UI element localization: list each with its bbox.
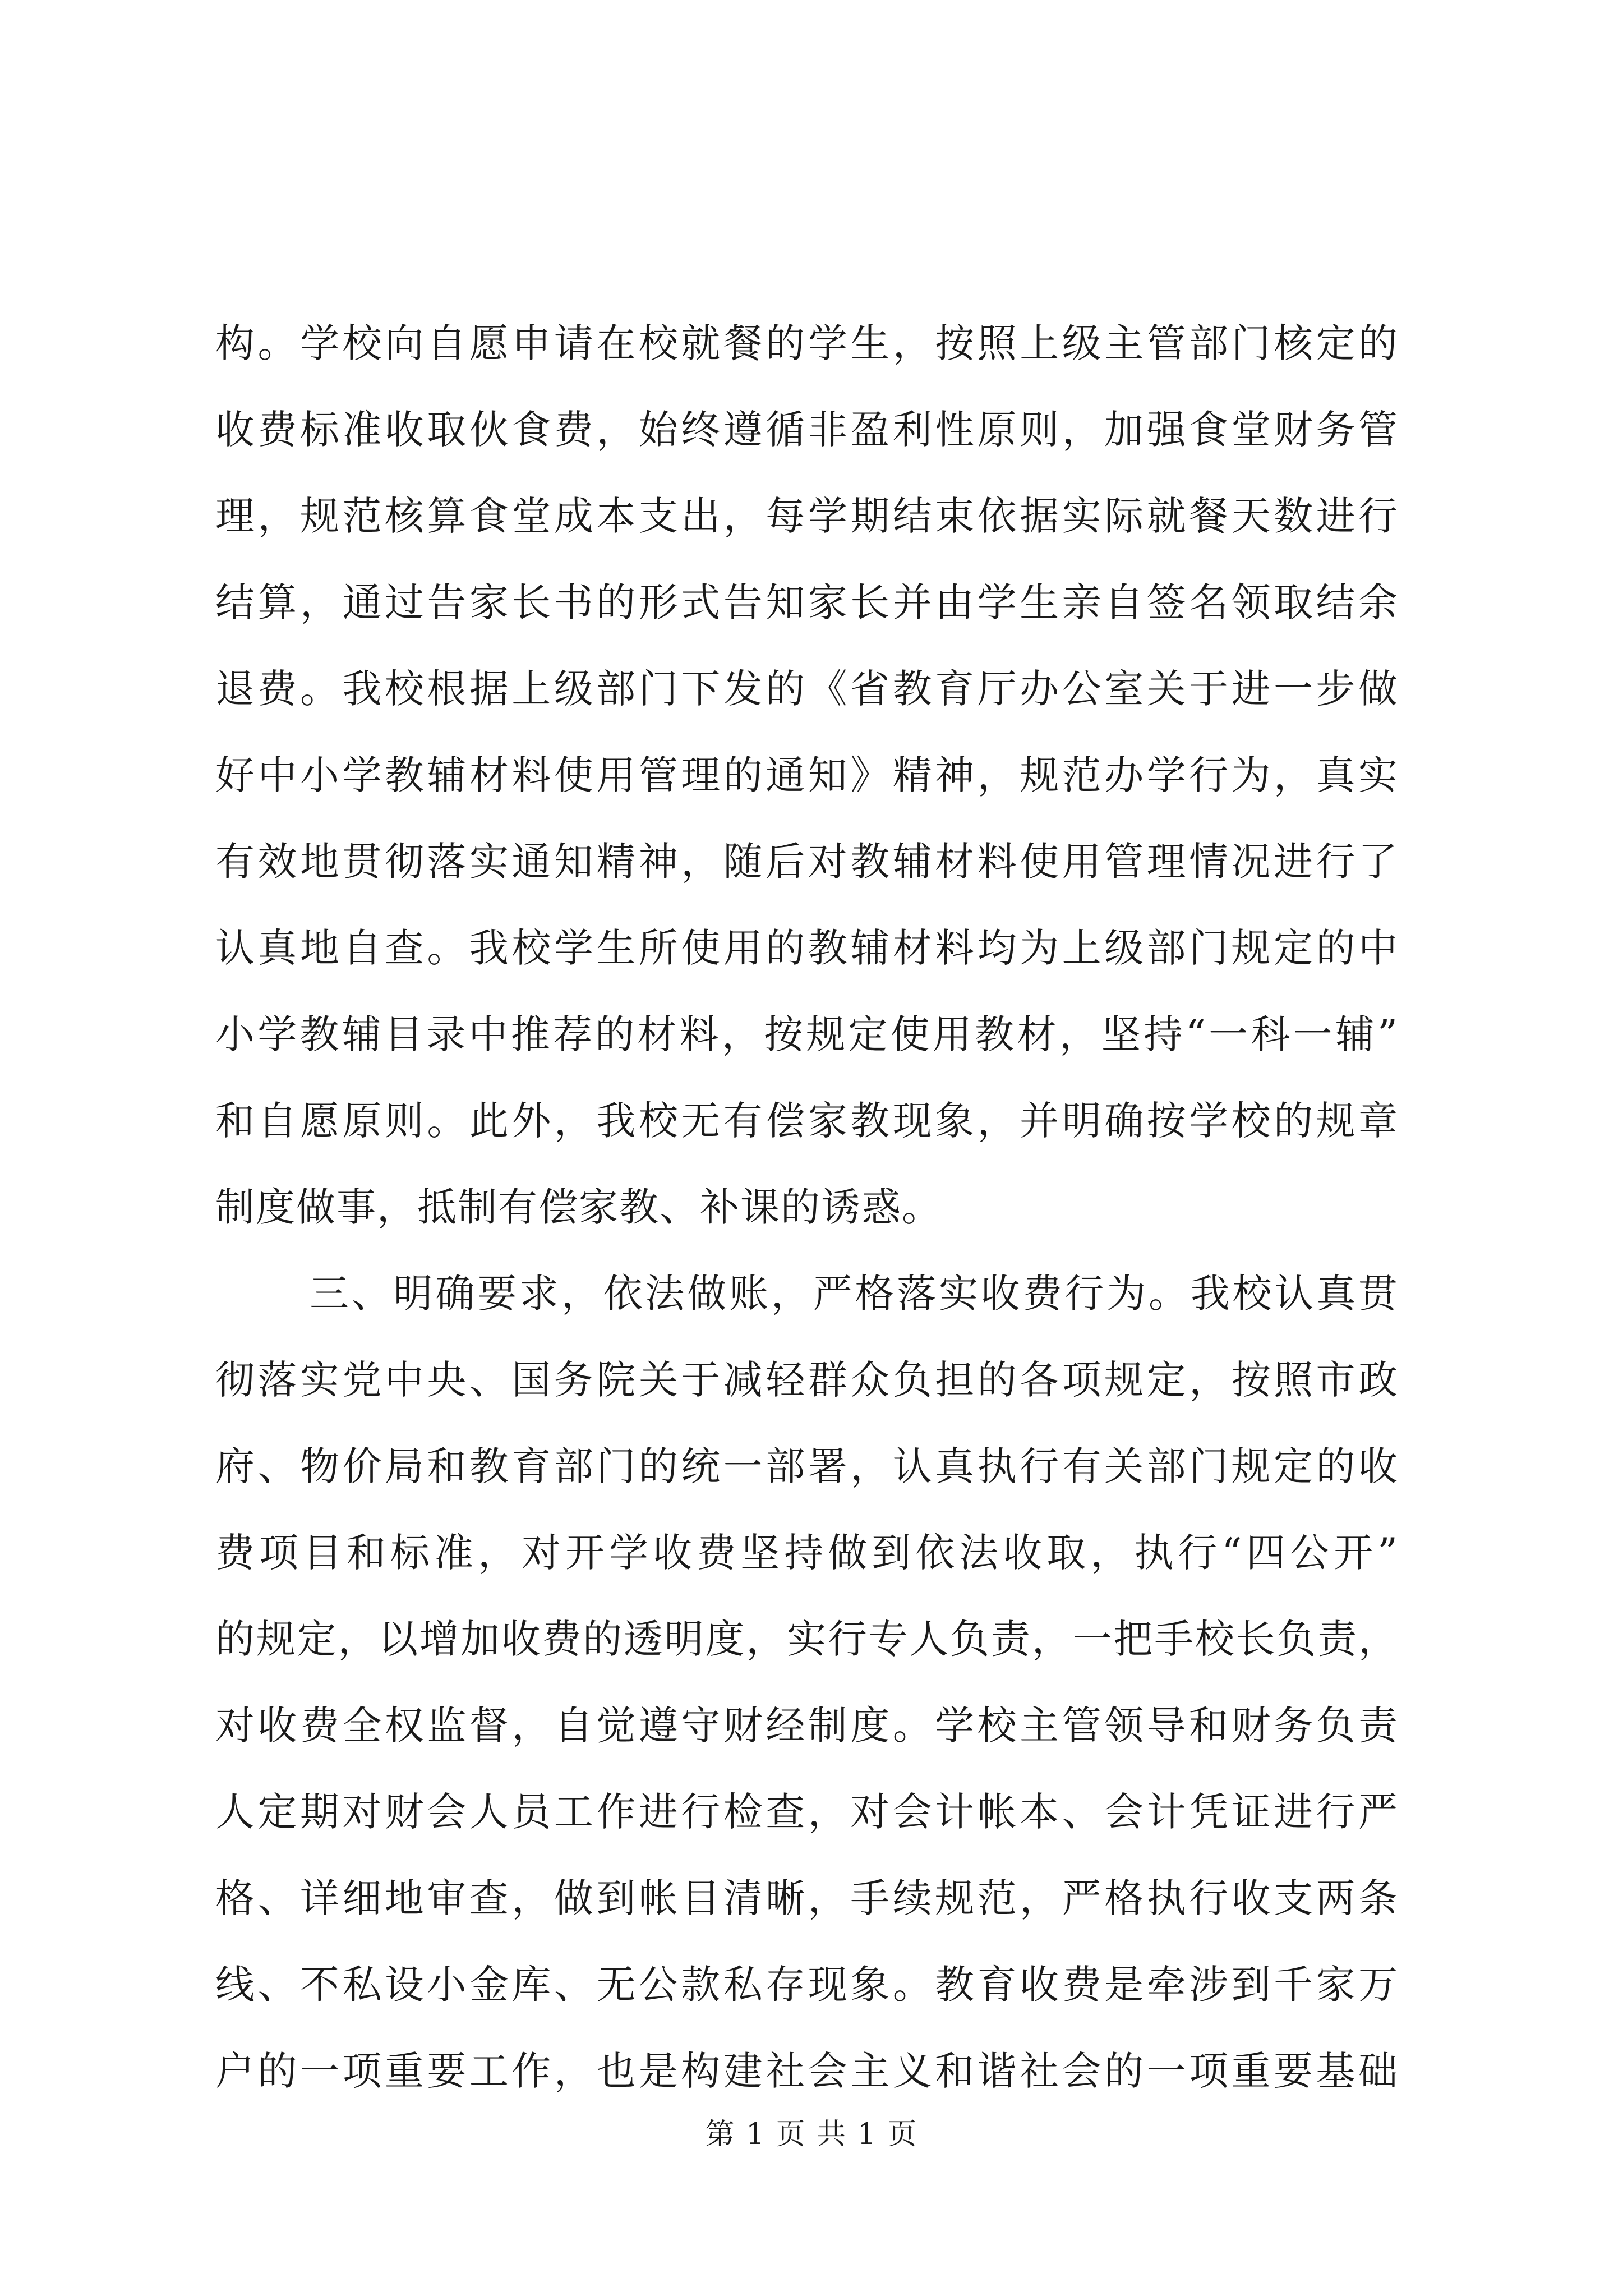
text-line: 理，规范核算食堂成本支出，每学期结束依据实际就餐天数进行 [215,493,1399,539]
text-line: 的规定，以增加收费的透明度，实行专人负责，一把手校长负责， [215,1616,1399,1662]
text-line: 对收费全权监督，自觉遵守财经制度。学校主管领导和财务负责 [215,1703,1399,1749]
text-line: 和自愿原则。此外，我校无有偿家教现象，并明确按学校的规章 [215,1098,1399,1144]
text-line: 小学教辅目录中推荐的材料，按规定使用教材，坚持“一科一辅” [215,1011,1399,1057]
paragraph-2 [215,1250,1399,2114]
text-line: 线、不私设小金库、无公款私存现象。教育收费是牵涉到千家万 [215,1962,1399,2008]
text-line: 格、详细地审查，做到帐目清晰，手续规范，严格执行收支两条 [215,1875,1399,1921]
page-number-label: 第 1 页 共 1 页 [705,2118,918,2151]
text-line: 制度做事，抵制有偿家教、补课的诱惑。 [215,1184,942,1230]
text-line: 费项目和标准，对开学收费坚持做到依法收取，执行“四公开” [215,1530,1399,1576]
text-line: 彻落实党中央、国务院关于减轻群众负担的各项规定，按照市政 [215,1357,1399,1403]
text-line: 三、明确要求，依法做账，严格落实收费行为。我校认真贯 [310,1271,1399,1317]
text-line: 人定期对财会人员工作进行检查，对会计帐本、会计凭证进行严 [215,1789,1399,1835]
text-line: 结算，通过告家长书的形式告知家长并由学生亲自签名领取结余 [215,579,1399,625]
text-line: 府、物价局和教育部门的统一部署，认真执行有关部门规定的收 [215,1443,1399,1489]
page-footer [0,2115,1623,2154]
text-line: 构。学校向自愿申请在校就餐的学生，按照上级主管部门核定的 [215,320,1399,366]
text-line: 有效地贯彻落实通知精神，随后对教辅材料使用管理情况进行了 [215,839,1399,885]
text-line: 户的一项重要工作，也是构建社会主义和谐社会的一项重要基础 [215,2048,1399,2094]
text-line: 退费。我校根据上级部门下发的《省教育厅办公室关于进一步做 [215,666,1399,712]
text-line: 认真地自查。我校学生所使用的教辅材料均为上级部门规定的中 [215,925,1399,971]
text-line: 收费标准收取伙食费，始终遵循非盈利性原则，加强食堂财务管 [215,407,1399,453]
paragraph-1 [215,300,1399,1250]
text-line: 好中小学教辅材料使用管理的通知》精神，规范办学行为，真实 [215,752,1399,798]
body-text [215,300,1399,2114]
